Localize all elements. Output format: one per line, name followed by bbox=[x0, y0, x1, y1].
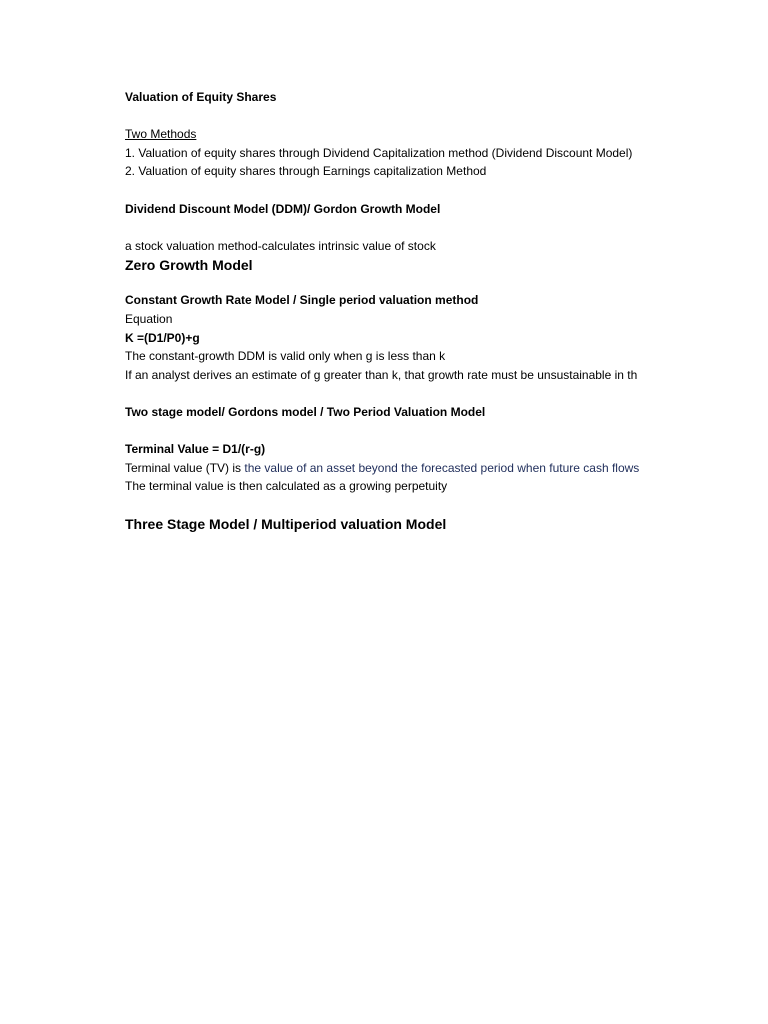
spacer bbox=[125, 422, 668, 441]
two-stage-heading: Two stage model/ Gordons model / Two Period Valuation Model bbox=[125, 404, 486, 419]
ddm-heading: Dividend Discount Model (DDM)/ Gordon Growth Model bbox=[125, 201, 441, 216]
equation-formula: K =(D1/P0)+g bbox=[125, 330, 200, 345]
equation-label: Equation bbox=[125, 311, 173, 326]
constant-growth-heading: Constant Growth Rate Model / Single period valuation method bbox=[125, 293, 479, 308]
terminal-value-note: The terminal value is then calculated as a growing perpetuity bbox=[125, 479, 448, 494]
two-methods-heading: Two Methods bbox=[125, 127, 197, 142]
terminal-value-definition: the value of an asset beyond the forecasted period when future cash flows bbox=[244, 460, 640, 475]
ddm-description: a stock valuation method-calculates intrinsic value of stock bbox=[125, 238, 436, 253]
three-stage-heading: Three Stage Model / Multiperiod valuation Model bbox=[125, 516, 447, 533]
document-body bbox=[125, 88, 668, 534]
spacer bbox=[125, 218, 668, 237]
terminal-value-formula: Terminal Value = D1/(r-g) bbox=[125, 442, 266, 457]
spacer bbox=[125, 107, 668, 126]
spacer bbox=[125, 384, 668, 403]
constant-growth-note-1: The constant-growth DDM is valid only when g is less than k bbox=[125, 349, 446, 364]
constant-growth-note-2: If an analyst derives an estimate of g greater than k, that growth rate must be unsustainable in th bbox=[125, 367, 638, 382]
terminal-value-prefix: Terminal value (TV) is bbox=[125, 460, 245, 475]
spacer bbox=[125, 275, 668, 291]
document-title: Valuation of Equity Shares bbox=[125, 90, 277, 104]
terminal-value-definition-line bbox=[125, 459, 668, 478]
zero-growth-heading: Zero Growth Model bbox=[125, 257, 253, 274]
spacer bbox=[125, 496, 668, 515]
spacer bbox=[125, 181, 668, 200]
method-1-text: 1. Valuation of equity shares through Dividend Capitalization method (Dividend Discount Model) bbox=[125, 145, 633, 160]
method-2-text: 2. Valuation of equity shares through Earnings capitalization Method bbox=[125, 164, 487, 179]
